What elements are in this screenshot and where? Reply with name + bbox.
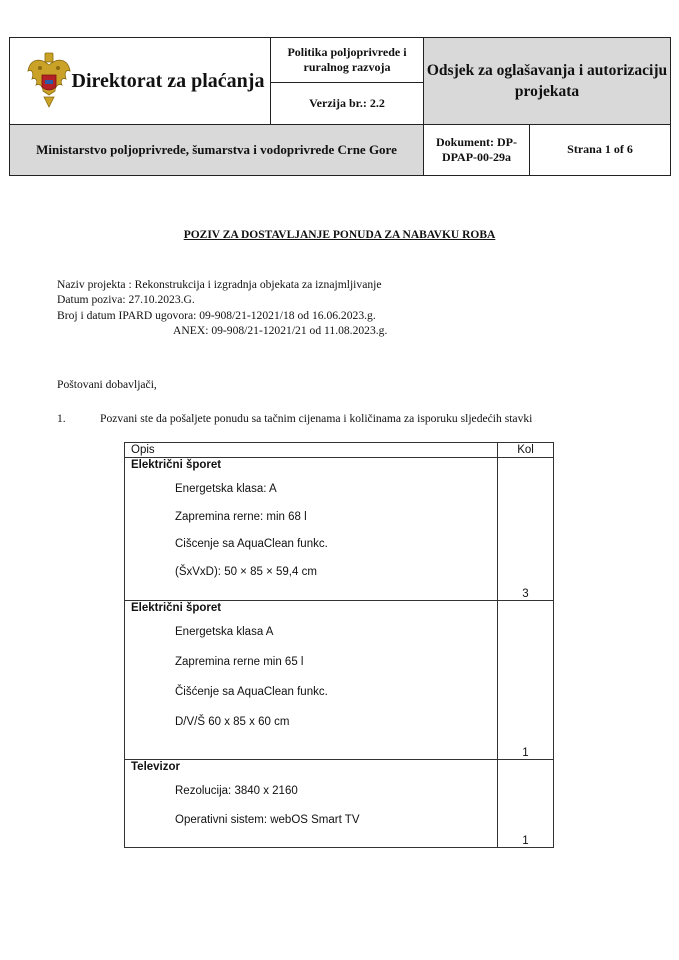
table-row bbox=[125, 760, 554, 848]
document-title: POZIV ZA DOSTAVLJANJE PONUDA ZA NABAVKU ROBA bbox=[183, 229, 496, 241]
point-text: Pozvani ste da pošaljete ponudu sa tačnim cijenama i količinama za isporuku sljedećih stavki bbox=[100, 412, 533, 425]
policy-cell: Politika poljoprivrede i ruralnog razvoja bbox=[271, 38, 424, 83]
table-row bbox=[125, 601, 554, 760]
page-cell: Strana 1 of 6 bbox=[530, 124, 671, 175]
greeting: Poštovani dobavljači, bbox=[57, 378, 157, 391]
version-cell: Verzija br.: 2.2 bbox=[271, 82, 424, 124]
ipard-contract: Broj i datum IPARD ugovora: 09-908/21-12021/18 od 16.06.2023.g. bbox=[57, 308, 376, 322]
item-quantity: 3 bbox=[498, 458, 554, 601]
point-number: 1. bbox=[57, 412, 66, 425]
item-spec: Čišćenje sa AquaClean funkc. bbox=[175, 686, 328, 698]
item-name: Električni šporet bbox=[131, 459, 222, 471]
project-name: Naziv projekta : Rekonstrukcija i izgradnja objekata za iznajmljivanje bbox=[57, 278, 382, 291]
invitation-date: Datum poziva: 27.10.2023.G. bbox=[57, 293, 195, 307]
item-spec: Energetska klasa: A bbox=[175, 483, 277, 495]
items-table bbox=[124, 442, 554, 848]
item-description bbox=[125, 458, 498, 601]
item-spec: Operativni sistem: webOS Smart TV bbox=[175, 814, 360, 826]
column-header-quantity: Kol bbox=[498, 443, 554, 458]
item-description bbox=[125, 601, 498, 760]
project-info bbox=[57, 277, 387, 338]
item-name: Električni šporet bbox=[131, 602, 222, 614]
coat-of-arms-icon bbox=[26, 51, 72, 111]
organization-name: Direktorat za plaćanja bbox=[71, 69, 265, 92]
item-spec: D/V/Š 60 x 85 x 60 cm bbox=[175, 716, 290, 728]
item-spec: Rezolucija: 3840 x 2160 bbox=[175, 785, 298, 797]
document-header bbox=[9, 37, 671, 176]
ministry-cell: Ministarstvo poljoprivrede, šumarstva i vodoprivrede Crne Gore bbox=[10, 124, 424, 175]
annex: ANEX: 09-908/21-12021/21 od 11.08.2023.g. bbox=[173, 323, 388, 337]
item-spec: Zapremina rerne: min 68 l bbox=[175, 510, 307, 523]
item-description bbox=[125, 760, 498, 848]
item-spec: Energetska klasa A bbox=[175, 626, 274, 638]
item-spec: (ŠxVxD): 50 × 85 × 59,4 cm bbox=[175, 565, 317, 578]
document-cell: Dokument: DP-DPAP-00-29a bbox=[424, 124, 530, 175]
item-name: Televizor bbox=[131, 761, 180, 773]
table-row bbox=[125, 458, 554, 601]
department-cell: Odsjek za oglašavanja i autorizaciju projekata bbox=[424, 38, 671, 125]
item-spec: Zapremina rerne min 65 l bbox=[175, 656, 304, 668]
column-header-description: Opis bbox=[125, 443, 498, 458]
organization-cell bbox=[10, 38, 271, 125]
item-quantity: 1 bbox=[498, 601, 554, 760]
point-1 bbox=[57, 412, 532, 425]
item-quantity: 1 bbox=[498, 760, 554, 848]
item-spec: Cišcenje sa AquaClean funkc. bbox=[175, 538, 328, 551]
